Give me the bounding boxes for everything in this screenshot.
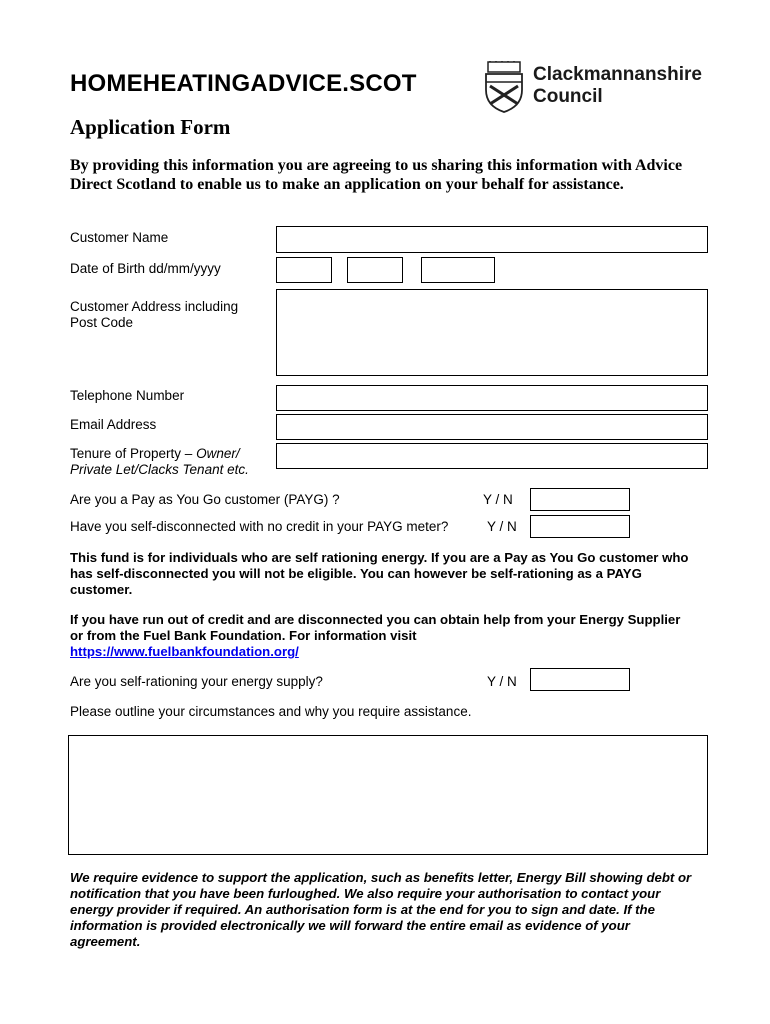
- payg-answer-input[interactable]: [530, 488, 630, 511]
- eligibility-notice: This fund is for individuals who are self rationing energy. If you are a Pay as You Go customer who has self-disconnected you will not be eligible. You can however be self-rationing as a PAYG customer.: [70, 550, 689, 597]
- payg-yn-label: Y / N: [483, 492, 513, 507]
- disconnected-answer-input[interactable]: [530, 515, 630, 538]
- fuel-bank-notice-text: If you have run out of credit and are disconnected you can obtain help from your Energy Supplier or from the Fuel Bank Foundation. For information visit: [70, 612, 681, 643]
- disconnected-yn-label: Y / N: [487, 519, 517, 534]
- customer-name-input[interactable]: [276, 226, 708, 253]
- council-name: [533, 64, 702, 108]
- circumstances-label: Please outline your circumstances and why you require assistance.: [70, 704, 472, 719]
- telephone-input[interactable]: [276, 385, 708, 411]
- tenure-label-italic2: Private Let/Clacks Tenant etc.: [70, 462, 249, 477]
- address-label-line1: Customer Address including: [70, 299, 239, 314]
- tenure-label: [70, 446, 249, 478]
- dob-label: Date of Birth dd/mm/yyyy: [70, 261, 221, 276]
- email-input[interactable]: [276, 414, 708, 440]
- customer-name-label: Customer Name: [70, 230, 169, 245]
- payg-question: Are you a Pay as You Go customer (PAYG) ?: [70, 492, 340, 507]
- evidence-notice: We require evidence to support the application, such as benefits letter, Energy Bill showing debt or notification that you have been furloughed. We also require your authorisation to contact your energy provider if required. An authorisation form is at the end for you to sign and date. If the information is provided electronically we will forward the entire email as evidence of your agreement.: [70, 870, 692, 949]
- tenure-label-italic1: Owner/: [196, 446, 240, 461]
- council-crest-icon: [482, 60, 526, 114]
- self-rationing-yn-label: Y / N: [487, 674, 517, 689]
- tenure-input[interactable]: [276, 443, 708, 469]
- intro-text: By providing this information you are agreeing to us sharing this information with Advice Direct Scotland to enable us to make an application on your behalf for assistance.: [70, 157, 683, 193]
- self-rationing-question: Are you self-rationing your energy supply?: [70, 674, 323, 689]
- fuel-bank-link[interactable]: https://www.fuelbankfoundation.org/: [70, 644, 299, 659]
- telephone-label: Telephone Number: [70, 388, 185, 403]
- address-label-line2: Post Code: [70, 315, 134, 330]
- dob-month-input[interactable]: [347, 257, 403, 283]
- tenure-label-prefix: Tenure of Property –: [70, 446, 197, 461]
- email-label: Email Address: [70, 417, 157, 432]
- address-input[interactable]: [276, 289, 708, 376]
- site-title: HOMEHEATINGADVICE.SCOT: [70, 70, 417, 97]
- form-title: Application Form: [70, 115, 231, 139]
- self-rationing-answer-input[interactable]: [530, 668, 630, 691]
- circumstances-input[interactable]: [68, 735, 708, 855]
- disconnected-question: Have you self-disconnected with no credit in your PAYG meter?: [70, 519, 449, 534]
- address-label: [70, 299, 238, 331]
- fuel-bank-notice: [70, 612, 690, 660]
- dob-year-input[interactable]: [421, 257, 495, 283]
- council-name-line2: Council: [533, 86, 603, 107]
- dob-day-input[interactable]: [276, 257, 332, 283]
- council-name-line1: Clackmannanshire: [533, 64, 702, 85]
